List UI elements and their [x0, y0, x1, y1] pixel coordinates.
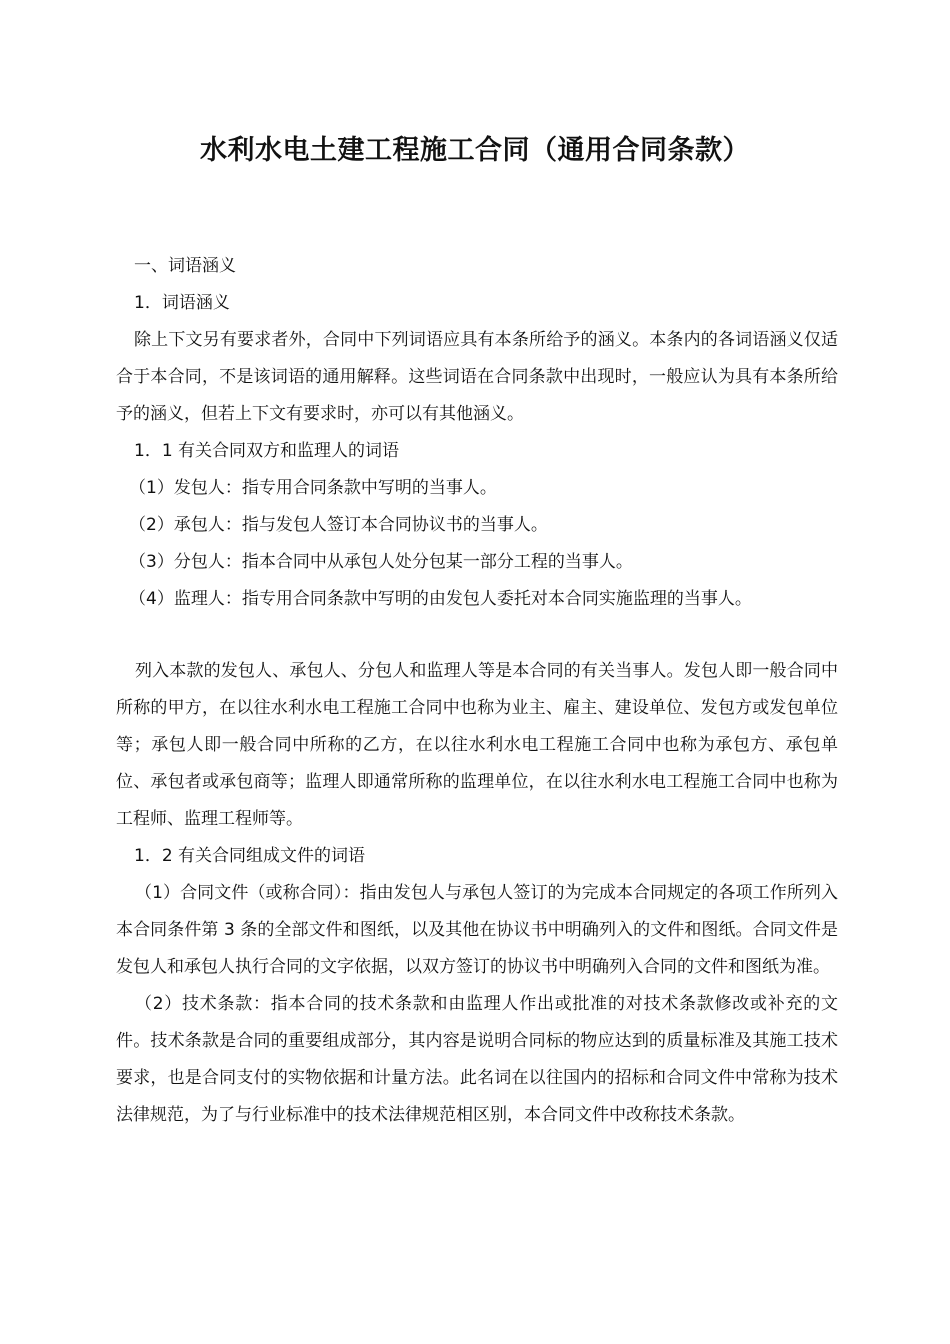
section-heading: 一、词语涵义	[134, 256, 236, 276]
document-body	[116, 248, 838, 1134]
clause-1-1-heading: 1．1 有关合同双方和监理人的词语	[134, 441, 400, 461]
clause-1-2-heading: 1．2 有关合同组成文件的词语	[134, 846, 366, 866]
clause-1-2-item: （2）技术条款：指本合同的技术条款和由监理人作出或批准的对技术条款修改或补充的文件。技术条款是合同的重要组成部分，其内容是说明合同标的物应达到的质量标准及其施工技术要求，也是合同支付的实物依据和计量方法。此名词在以往国内的招标和合同文件中常称为技术法律规范，为了与行业标准中的技术法律规范相区别，本合同文件中改称技术条款。	[116, 994, 838, 1125]
clause-1-1-item: （3）分包人：指本合同中从承包人处分包某一部分工程的当事人。	[129, 552, 633, 572]
document-title: 水利水电土建工程施工合同（通用合同条款）	[200, 135, 750, 166]
clause-1-1-item: （2）承包人：指与发包人签订本合同协议书的当事人。	[129, 515, 548, 535]
clause-1-heading: 1．词语涵义	[134, 293, 230, 313]
paragraph-spacer	[116, 618, 838, 653]
clause-1-text: 除上下文另有要求者外，合同中下列词语应具有本条所给予的涵义。本条内的各词语涵义仅适合于本合同，不是该词语的通用解释。这些词语在合同条款中出现时，一般应认为具有本条所给予的涵义，但若上下文有要求时，亦可以有其他涵义。	[116, 330, 838, 424]
clause-1-1-note: 列入本款的发包人、承包人、分包人和监理人等是本合同的有关当事人。发包人即一般合同中所称的甲方，在以往水利水电工程施工合同中也称为业主、雇主、建设单位、发包方或发包单位等；承包人即一般合同中所称的乙方，在以往水利水电工程施工合同中也称为承包方、承包单位、承包者或承包商等；监理人即通常所称的监理单位，在以往水利水电工程施工合同中也称为工程师、监理工程师等。	[116, 661, 838, 829]
clause-1-2-item: （1）合同文件（或称合同）：指由发包人与承包人签订的为完成本合同规定的各项工作所列入本合同条件第 3 条的全部文件和图纸，以及其他在协议书中明确列入的文件和图纸。合同文件是发包人和承包人执行合同的文字依据，以双方签订的协议书中明确列入合同的文件和图纸为准。	[116, 883, 838, 977]
clause-1-1-item: （1）发包人：指专用合同条款中写明的当事人。	[129, 478, 497, 498]
clause-1-1-item: （4）监理人：指专用合同条款中写明的由发包人委托对本合同实施监理的当事人。	[129, 589, 752, 609]
